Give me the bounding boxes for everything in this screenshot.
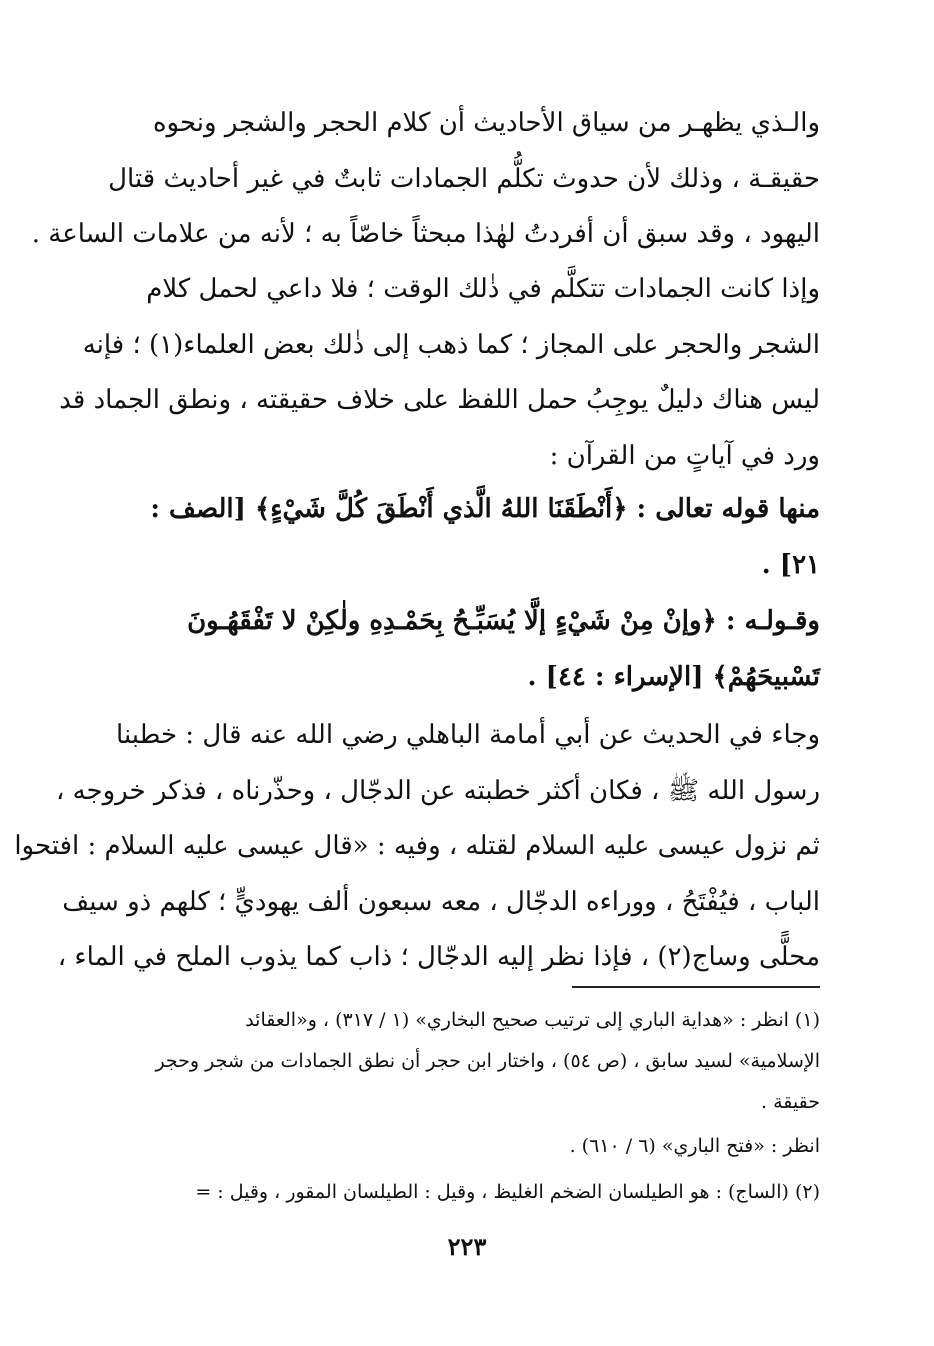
text-line: وقـولـه : ﴿وإنْ مِنْ شَيْءٍ إلَّا يُسَبِّـحُ بِحَمْـدِهِ ولٰكِنْ لا تَفْقَهُـونَ bbox=[187, 606, 820, 636]
text-line: ليس هناك دليلٌ يوجِبُ حمل اللفظ على خلاف حقيقته ، ونطق الجماد قد bbox=[59, 385, 820, 415]
footnote-1 bbox=[92, 1000, 820, 1123]
text-line: محلًّى وساج(٢) ، فإذا نظر إليه الدجّال ؛ ذاب كما يذوب الملح في الماء ، bbox=[57, 942, 820, 972]
text-line: تَسْبيحَهُمْ﴾ [الإسراء : ٤٤] . bbox=[527, 661, 820, 692]
footnote-line: (١) انظر : «هداية الباري إلى ترتيب صحيح البخاري» (١ / ٣١٧) ، و«العقائد bbox=[245, 1009, 820, 1031]
text-line: الباب ، فيُفْتَحُ ، ووراءه الدجّال ، معه سبعون ألف يهوديٍّ ؛ كلهم ذو سيف bbox=[62, 886, 820, 917]
text-line: والـذي يظهـر من سياق الأحاديث أن كلام الحجر والشجر ونحوه bbox=[152, 108, 820, 138]
text-line: ٢١] . bbox=[761, 549, 820, 580]
text-line: اليهود ، وقد سبق أن أفردتُ لهٰذا مبحثاً خاصّاً به ؛ لأنه من علامات الساعة . bbox=[31, 219, 820, 249]
paragraph bbox=[59, 262, 820, 484]
text-line: حقيقـة ، وذلك لأن حدوث تكلُّم الجمادات ثابتٌ في غير أحاديث قتال bbox=[108, 163, 820, 194]
footnote-1-continued bbox=[92, 1126, 820, 1167]
footnote-line: انظر : «فتح الباري» (٦ / ٦١٠) . bbox=[569, 1135, 820, 1157]
text-line: وإذا كانت الجمادات تتكلَّم في ذٰلك الوقت ؛ فلا داعي لحمل كلام bbox=[146, 274, 820, 304]
text-line: ورد في آياتٍ من القرآن : bbox=[549, 440, 820, 471]
paragraph bbox=[31, 96, 820, 263]
quran-verse-paragraph bbox=[92, 482, 820, 593]
footnote-line: الإسلامية» لسيد سابق ، (ص ٥٤) ، واختار ابن حجر أن نطق الجمادات من شجر وحجر bbox=[155, 1050, 820, 1072]
footnote-divider bbox=[572, 986, 820, 988]
text-line: منها قوله تعالى : ﴿أَنْطَقَنَا اللهُ الَّذي أَنْطَقَ كُلَّ شَيْءٍ﴾ [الصف : bbox=[150, 494, 820, 524]
text-line: رسول الله ﷺ ، فكان أكثر خطبته عن الدجّال ، وحذّرناه ، فذكر خروجه ، bbox=[55, 775, 820, 806]
footnote-2 bbox=[92, 1172, 820, 1213]
text-line: الشجر والحجر على المجاز ؛ كما ذهب إلى ذٰلك بعض العلماء(١) ؛ فإنه bbox=[82, 329, 820, 360]
page-number: ٢٢٣ bbox=[447, 1232, 487, 1261]
paragraph bbox=[14, 708, 820, 986]
text-line: وجاء في الحديث عن أبي أمامة الباهلي رضي الله عنه قال : خطبنا bbox=[116, 720, 820, 750]
quran-verse-paragraph bbox=[92, 594, 820, 705]
footnote-line: حقيقة . bbox=[761, 1091, 820, 1113]
footnote-line: (٢) (الساج) : هو الطيلسان الضخم الغليظ ، وقيل : الطيلسان المقور ، وقيل : = bbox=[195, 1181, 820, 1203]
text-line: ثم نزول عيسى عليه السلام لقتله ، وفيه : «قال عيسى عليه السلام : افتحوا bbox=[14, 831, 820, 861]
